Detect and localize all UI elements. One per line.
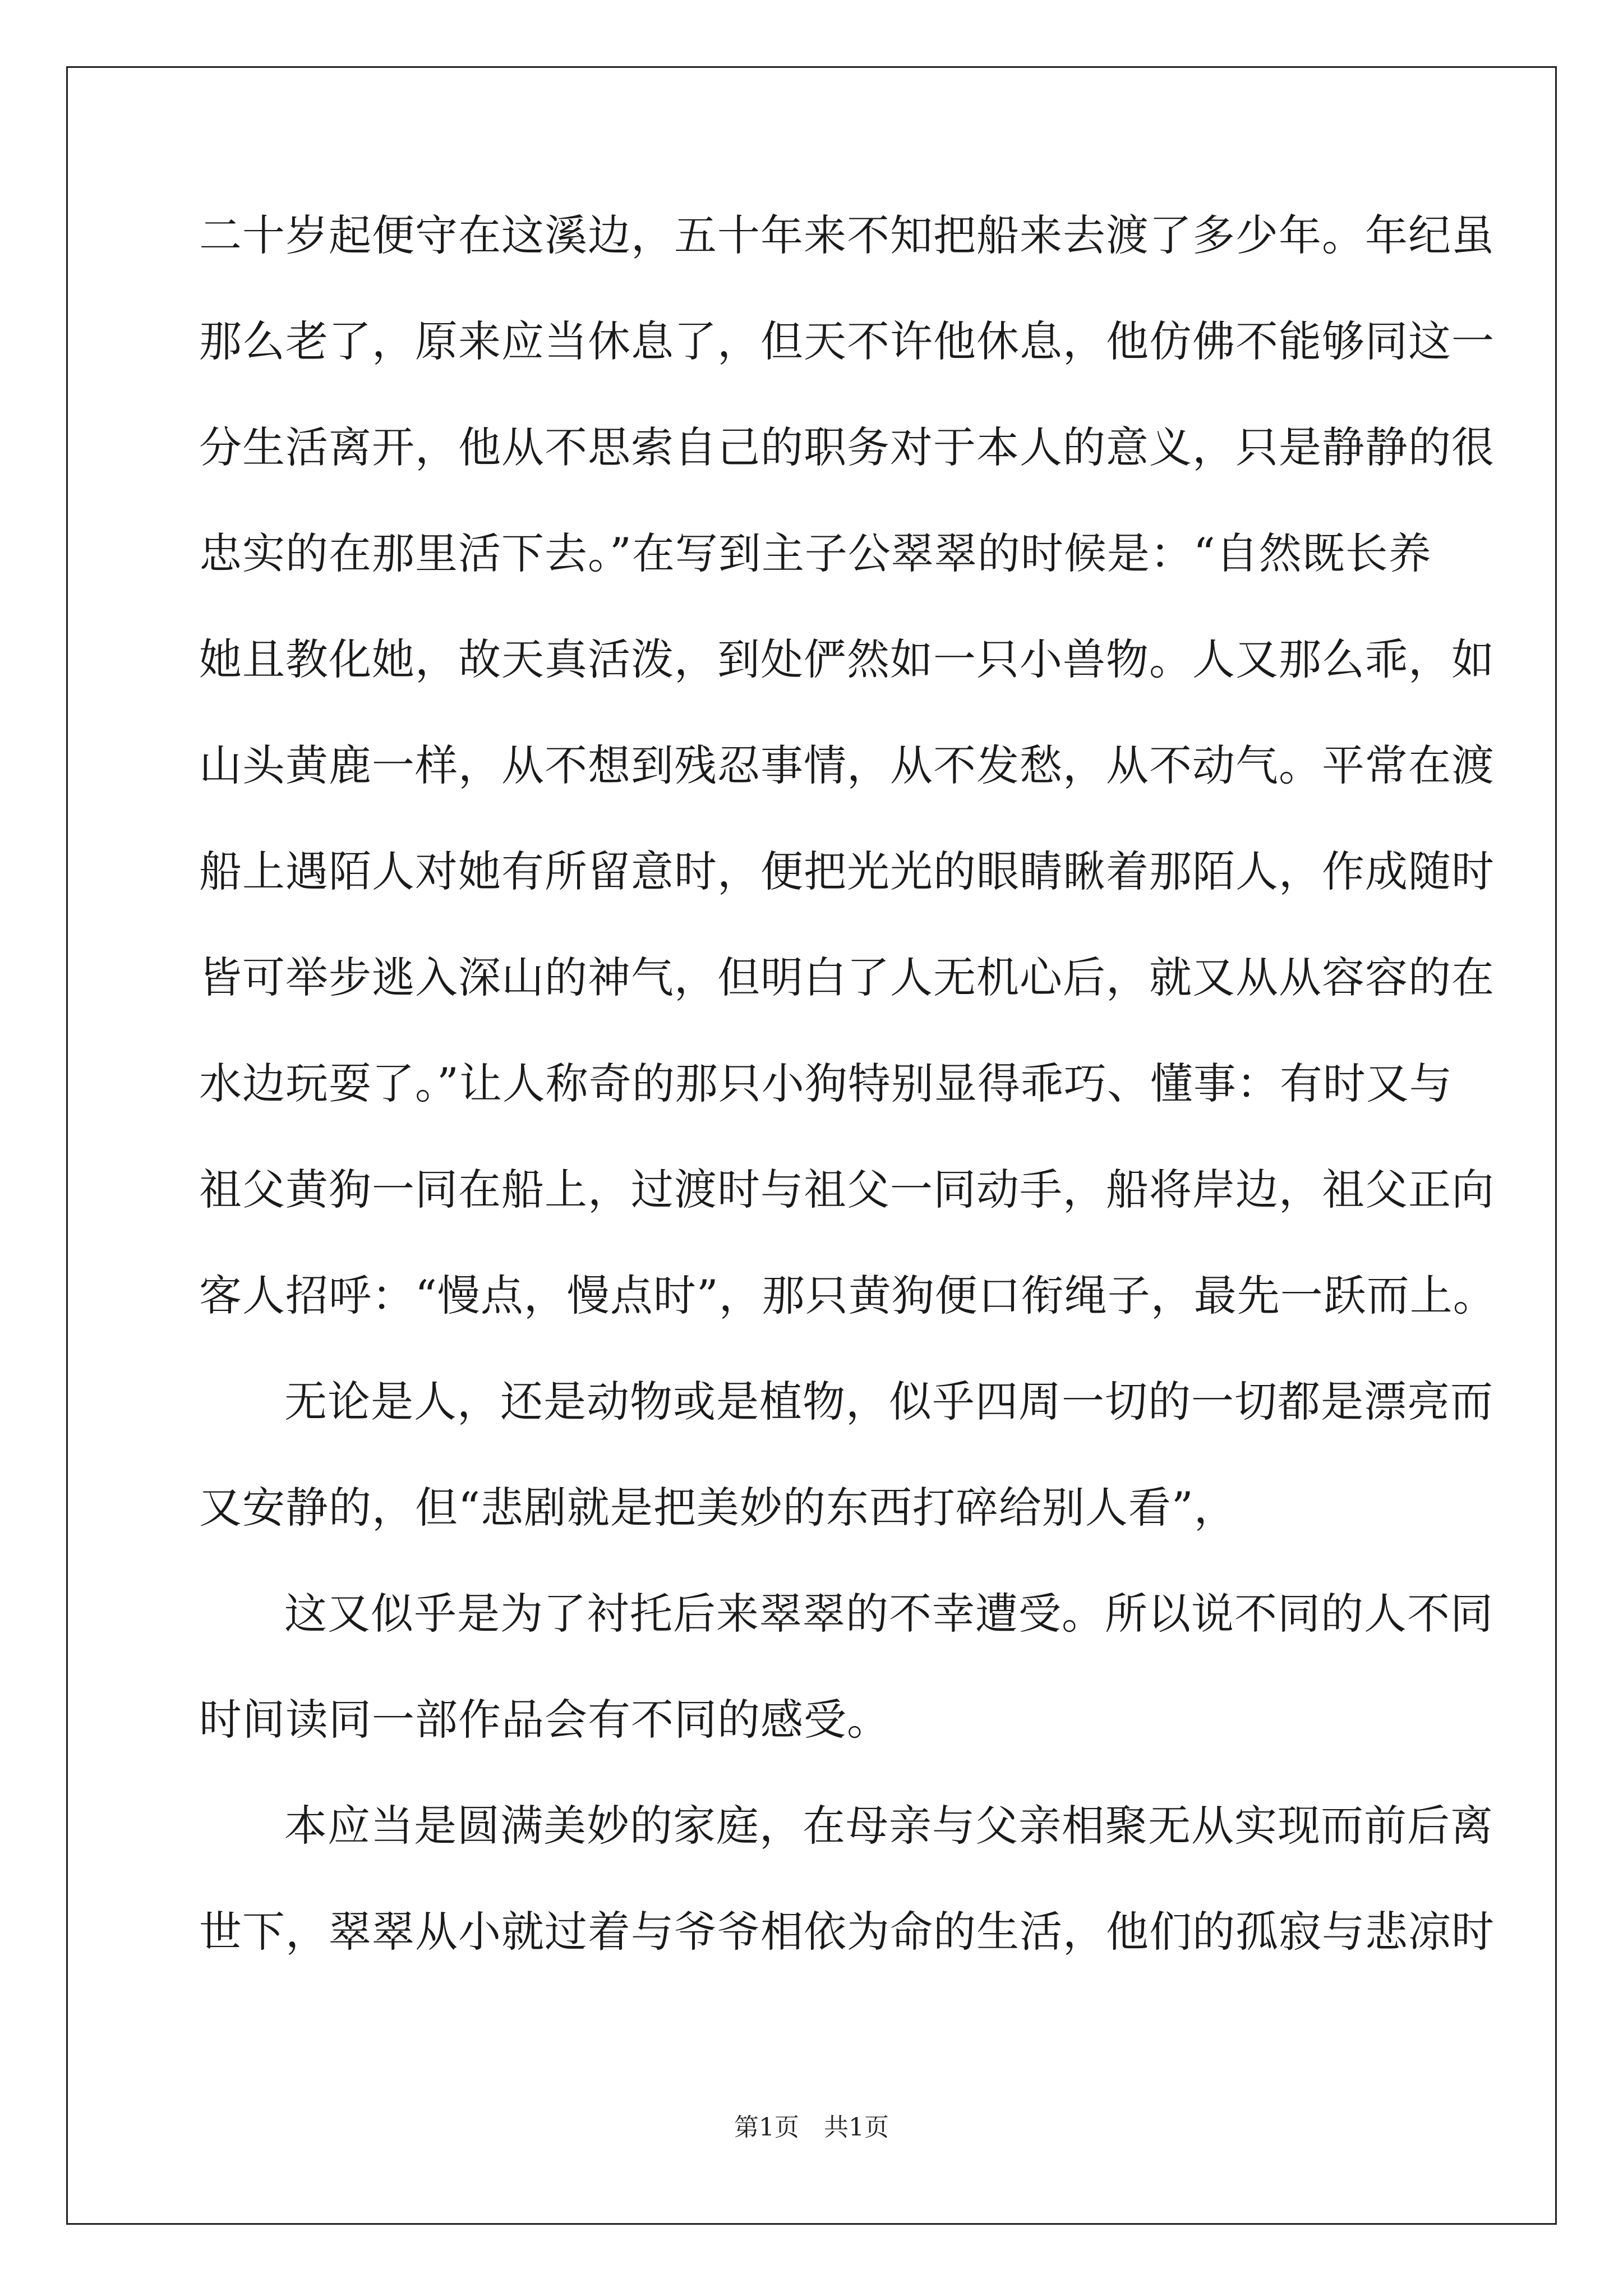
text-line: 二十岁起便守在这溪边，五十年来不知把船来去渡了多少年。年纪虽: [199, 210, 1495, 260]
text-line: 水边玩耍了。”让人称奇的那只小狗特别显得乖巧、懂事：有时又与: [199, 1059, 1453, 1108]
text-line: 客人招呼：“慢点，慢点时”，那只黄狗便口衔绳子，最先一跃而上。: [199, 1271, 1496, 1320]
text-line: 皆可举步逃入深山的神气，但明白了人无机心后，就又从从容容的在: [199, 953, 1495, 1002]
text-line: 无论是人，还是动物或是植物，似乎四周一切的一切都是漂亮而: [284, 1377, 1493, 1427]
text-line: 时间读同一部作品会有不同的感受。: [199, 1695, 890, 1745]
page-number-footer: 第1页 共1页: [734, 2113, 889, 2142]
text-line: 世下，翠翠从小就过着与爷爷相依为命的生活，他们的孤寂与悲凉时: [199, 1907, 1495, 1957]
text-line: 船上遇陌人对她有所留意时，便把光光的眼睛瞅着那陌人，作成随时: [199, 846, 1495, 896]
text-line: 祖父黄狗一同在船上，过渡时与祖父一同动手，船将岸边，祖父正向: [199, 1165, 1495, 1214]
text-line: 山头黄鹿一样，从不想到残忍事情，从不发愁，从不动气。平常在渡: [199, 740, 1495, 790]
text-line: 她且教化她，故天真活泼，到处俨然如一只小兽物。人又那么乖，如: [199, 634, 1495, 684]
text-line: 忠实的在那里活下去。”在写到主子公翠翠的时候是：“自然既长养: [199, 528, 1432, 578]
text-line: 又安静的，但“悲剧就是把美妙的东西打碎给别人看”，: [199, 1483, 1237, 1533]
text-line: 这又似乎是为了衬托后来翠翠的不幸遭受。所以说不同的人不同: [284, 1589, 1493, 1639]
text-line: 分生活离开，他从不思索自己的职务对于本人的意义，只是静静的很: [199, 422, 1495, 472]
text-line: 那么老了，原来应当休息了，但天不许他休息，他仿佛不能够同这一: [199, 316, 1495, 366]
text-line: 本应当是圆满美妙的家庭，在母亲与父亲相聚无从实现而前后离: [284, 1801, 1493, 1851]
document-body: [199, 208, 1496, 2010]
